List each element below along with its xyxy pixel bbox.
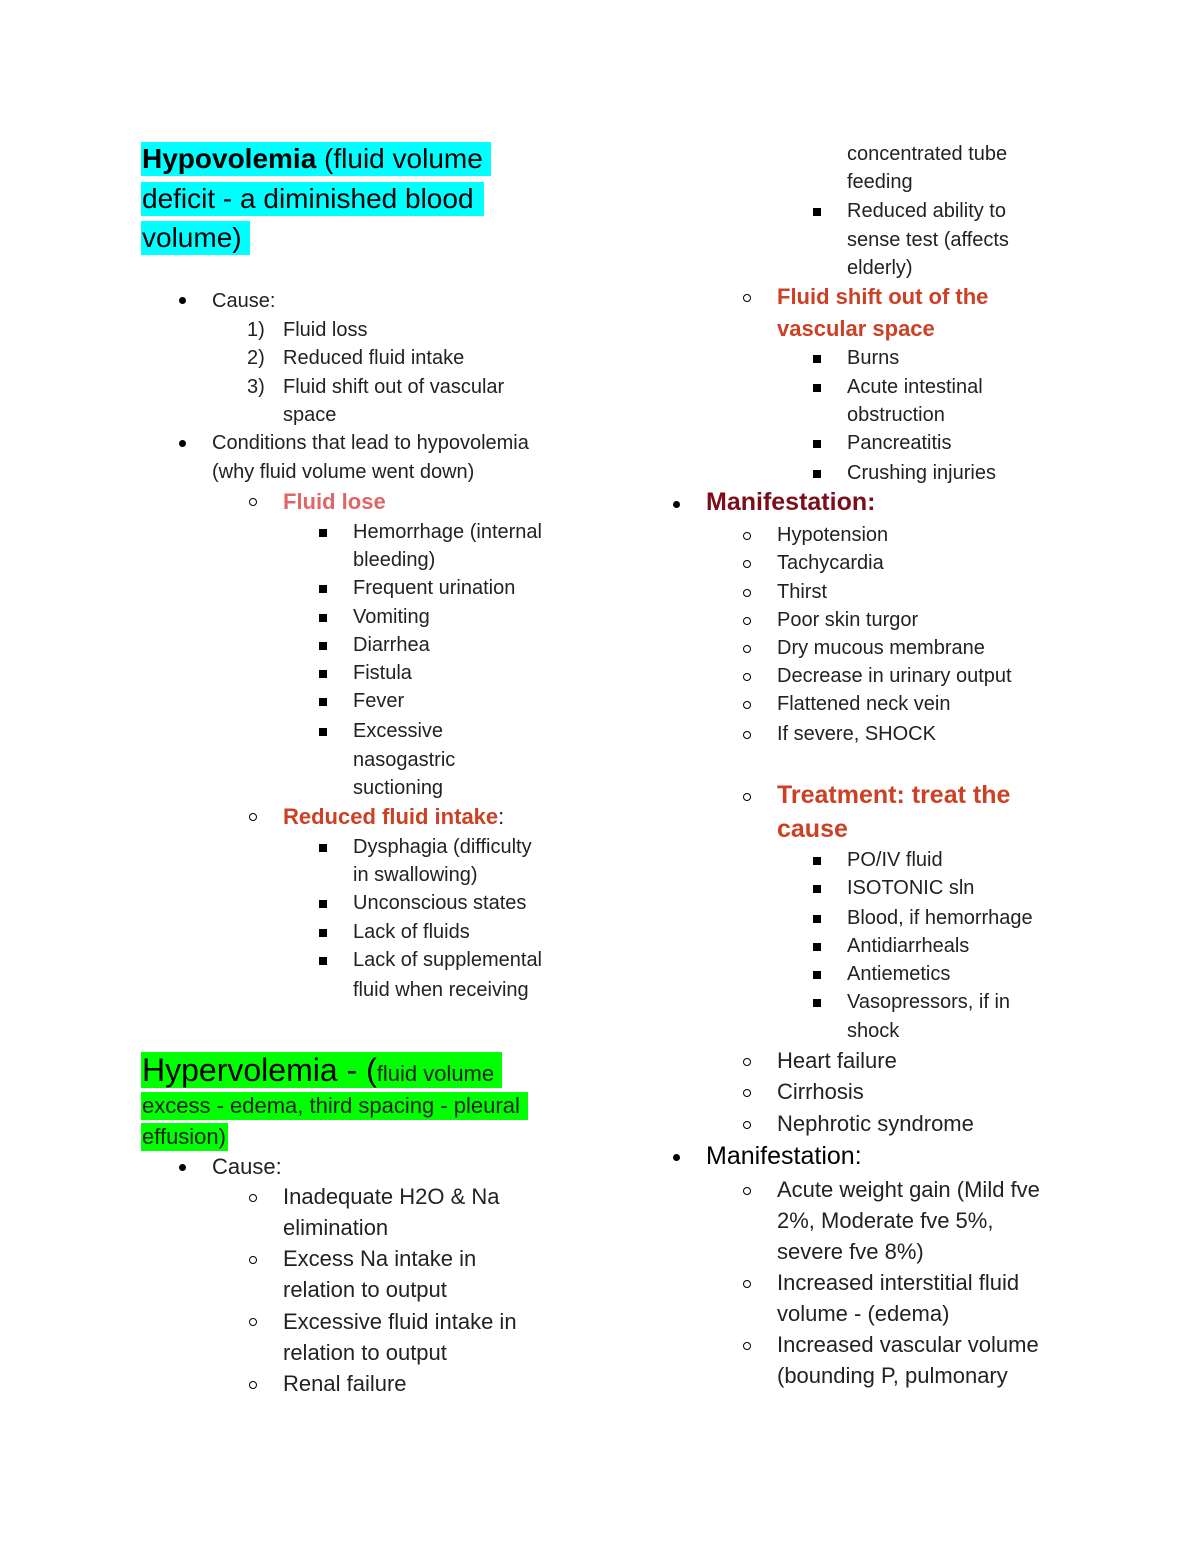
treat-item-6: Vasopressors, if in bbox=[847, 991, 1011, 1013]
conditions-line1: Conditions that lead to hypovolemia bbox=[212, 432, 529, 454]
hyper-cause-1-cont: elimination bbox=[283, 1215, 389, 1240]
hyper-cause-2-cont: relation to output bbox=[283, 1277, 447, 1302]
lose-item-7-cont1: nasogastric bbox=[353, 749, 456, 771]
fluid-lose-heading: Fluid lose bbox=[283, 489, 386, 514]
lose-item-7-cont2: suctioning bbox=[353, 777, 444, 799]
bullet-square bbox=[319, 900, 327, 908]
bullet-square bbox=[813, 885, 821, 893]
hypovolemia-heading-line1 bbox=[141, 142, 491, 176]
m2-item-1-cont1: 2%, Moderate fve 5%, bbox=[777, 1208, 994, 1233]
bullet-circle bbox=[743, 560, 751, 568]
reduced-item-1: Dysphagia (difficulty bbox=[353, 836, 532, 858]
m2-item-3: Increased vascular volume bbox=[777, 1332, 1039, 1357]
shift-item-2: Acute intestinal bbox=[847, 376, 983, 398]
m2-item-2-cont: volume - (edema) bbox=[777, 1301, 950, 1326]
cont-line-2: feeding bbox=[847, 171, 913, 193]
manifestation-heading: Manifestation: bbox=[706, 488, 876, 516]
bullet-disc bbox=[179, 440, 186, 447]
m2-item-3-cont: (bounding P, pulmonary bbox=[777, 1363, 1008, 1388]
bullet-disc bbox=[179, 1164, 186, 1171]
hypovolemia-title-desc1: (fluid volume bbox=[316, 143, 483, 174]
reduced-intake-heading bbox=[283, 806, 504, 828]
bullet-circle bbox=[743, 673, 751, 681]
cause-item-2: Reduced fluid intake bbox=[283, 347, 465, 369]
bullet-square bbox=[813, 971, 821, 979]
hypervolemia-heading-line2: excess - edema, third spacing - pleural bbox=[141, 1092, 528, 1120]
hypovolemia-heading-line3: volume) bbox=[141, 221, 250, 255]
hyper-cause-1: Inadequate H2O & Na bbox=[283, 1184, 500, 1209]
bullet-disc bbox=[179, 297, 186, 304]
bullet-circle bbox=[743, 701, 751, 709]
bullet-square bbox=[813, 440, 821, 448]
hypervolemia-heading-line1 bbox=[141, 1052, 502, 1088]
hypovolemia-title: Hypovolemia bbox=[142, 143, 317, 174]
bullet-circle bbox=[743, 294, 751, 302]
bullet-square bbox=[813, 915, 821, 923]
bullet-square bbox=[319, 585, 327, 593]
bullet-square bbox=[813, 355, 821, 363]
cause-item-1: Fluid loss bbox=[283, 319, 368, 341]
bullet-circle bbox=[249, 1381, 257, 1389]
bullet-circle bbox=[743, 1280, 751, 1288]
bullet-circle bbox=[249, 1194, 257, 1202]
reduced-item-4-cont: fluid when receiving bbox=[353, 979, 529, 1001]
cont-line-5: elderly) bbox=[847, 257, 913, 279]
bullet-square bbox=[319, 929, 327, 937]
reduced-intake-label: Reduced fluid intake bbox=[283, 804, 499, 829]
manif-item-4: Poor skin turgor bbox=[777, 609, 919, 631]
m2-item-1-cont2: severe fve 8%) bbox=[777, 1239, 924, 1264]
bullet-disc bbox=[673, 1154, 680, 1161]
hyper-cause-7: Nephrotic syndrome bbox=[777, 1111, 974, 1136]
lose-item-5: Fistula bbox=[353, 662, 412, 684]
cont-line-4: sense test (affects bbox=[847, 229, 1009, 251]
bullet-circle bbox=[743, 1058, 751, 1066]
cause-num-1: 1) bbox=[247, 319, 265, 341]
cause-num-2: 2) bbox=[247, 347, 265, 369]
bullet-square bbox=[813, 857, 821, 865]
bullet-circle bbox=[743, 532, 751, 540]
reduced-item-2: Unconscious states bbox=[353, 892, 527, 914]
bullet-circle bbox=[743, 1089, 751, 1097]
manif-item-5: Dry mucous membrane bbox=[777, 637, 985, 659]
bullet-square bbox=[319, 670, 327, 678]
bullet-square bbox=[813, 384, 821, 392]
hyper-cause-5: Heart failure bbox=[777, 1048, 897, 1073]
bullet-circle bbox=[743, 1342, 751, 1350]
bullet-square bbox=[813, 943, 821, 951]
bullet-square bbox=[319, 642, 327, 650]
bullet-square bbox=[813, 999, 821, 1007]
reduced-item-1-cont: in swallowing) bbox=[353, 864, 478, 886]
manif-item-7: Flattened neck vein bbox=[777, 693, 951, 715]
lose-item-1-cont: bleeding) bbox=[353, 549, 436, 571]
cause-item-3-cont: space bbox=[283, 404, 337, 426]
lose-item-4: Diarrhea bbox=[353, 634, 430, 656]
lose-item-6: Fever bbox=[353, 690, 405, 712]
lose-item-1: Hemorrhage (internal bbox=[353, 521, 542, 543]
cause-num-3: 3) bbox=[247, 376, 265, 398]
treat-item-3: Blood, if hemorrhage bbox=[847, 907, 1033, 929]
manif-item-3: Thirst bbox=[777, 581, 827, 603]
bullet-circle bbox=[743, 793, 751, 801]
bullet-circle bbox=[249, 813, 257, 821]
bullet-square bbox=[319, 529, 327, 537]
shift-item-4: Crushing injuries bbox=[847, 462, 996, 484]
hyper-cause-3-cont: relation to output bbox=[283, 1340, 447, 1365]
fluid-shift-heading-line1: Fluid shift out of the bbox=[777, 284, 989, 309]
shift-item-3: Pancreatitis bbox=[847, 432, 952, 454]
treat-item-4: Antidiarrheals bbox=[847, 935, 970, 957]
hypovolemia-heading-line2: deficit - a diminished blood bbox=[141, 182, 484, 216]
manifestation2-heading: Manifestation: bbox=[706, 1142, 862, 1170]
bullet-circle bbox=[249, 1318, 257, 1326]
lose-item-3: Vomiting bbox=[353, 606, 430, 628]
bullet-circle bbox=[743, 617, 751, 625]
hyper-cause-3: Excessive fluid intake in bbox=[283, 1309, 517, 1334]
manif-item-6: Decrease in urinary output bbox=[777, 665, 1012, 687]
bullet-circle bbox=[743, 645, 751, 653]
hypervolemia-heading-line3: effusion) bbox=[142, 1124, 226, 1149]
m2-item-2: Increased interstitial fluid bbox=[777, 1270, 1020, 1295]
hyper-cause-4: Renal failure bbox=[283, 1371, 407, 1396]
manif-item-1: Hypotension bbox=[777, 524, 889, 546]
manif-item-8: If severe, SHOCK bbox=[777, 723, 936, 745]
cause-label: Cause: bbox=[212, 290, 276, 312]
bullet-square bbox=[319, 728, 327, 736]
treatment-heading-line1: Treatment: treat the bbox=[777, 781, 1011, 809]
bullet-circle bbox=[743, 1121, 751, 1129]
shift-item-1: Burns bbox=[847, 347, 900, 369]
bullet-square bbox=[319, 614, 327, 622]
treatment-heading-line2: cause bbox=[777, 815, 848, 843]
treat-item-6-cont: shock bbox=[847, 1020, 900, 1042]
hyper-cause-6: Cirrhosis bbox=[777, 1079, 864, 1104]
treat-item-2: ISOTONIC sln bbox=[847, 877, 975, 899]
treat-item-5: Antiemetics bbox=[847, 963, 951, 985]
bullet-square bbox=[319, 957, 327, 965]
bullet-square bbox=[319, 698, 327, 706]
reduced-item-4: Lack of supplemental bbox=[353, 949, 543, 971]
bullet-circle bbox=[249, 1256, 257, 1264]
shift-item-2-cont: obstruction bbox=[847, 404, 945, 426]
reduced-item-3: Lack of fluids bbox=[353, 921, 470, 943]
conditions-line2: (why fluid volume went down) bbox=[212, 461, 475, 483]
lose-item-2: Frequent urination bbox=[353, 577, 516, 599]
bullet-circle bbox=[743, 731, 751, 739]
manif-item-2: Tachycardia bbox=[777, 552, 884, 574]
fluid-shift-heading-line2: vascular space bbox=[777, 316, 935, 341]
bullet-square bbox=[813, 470, 821, 478]
m2-item-1: Acute weight gain (Mild fve bbox=[777, 1177, 1040, 1202]
bullet-disc bbox=[673, 501, 680, 508]
cont-line-1: concentrated tube bbox=[847, 143, 1008, 165]
hypervolemia-title-desc: fluid volume bbox=[376, 1061, 495, 1086]
bullet-square bbox=[813, 208, 821, 216]
bullet-circle bbox=[743, 589, 751, 597]
cont-line-3: Reduced ability to bbox=[847, 200, 1006, 222]
bullet-circle bbox=[249, 498, 257, 506]
lose-item-7: Excessive bbox=[353, 720, 444, 742]
bullet-circle bbox=[743, 1187, 751, 1195]
hyper-cause-2: Excess Na intake in bbox=[283, 1246, 477, 1271]
bullet-square bbox=[319, 844, 327, 852]
hypervolemia-title: Hypervolemia - ( bbox=[142, 1052, 377, 1088]
reduced-intake-colon: : bbox=[498, 804, 505, 829]
hyper-cause-label: Cause: bbox=[212, 1154, 282, 1179]
cause-item-3: Fluid shift out of vascular bbox=[283, 376, 505, 398]
treat-item-1: PO/IV fluid bbox=[847, 849, 943, 871]
